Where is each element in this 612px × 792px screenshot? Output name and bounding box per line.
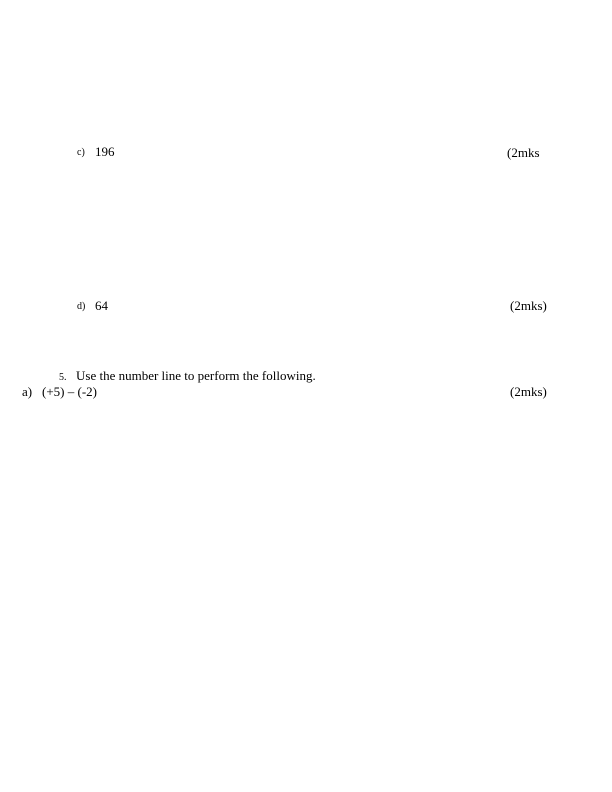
- question-5-instruction: Use the number line to perform the following.: [76, 368, 316, 383]
- question-5a-text: (+5) – (-2): [42, 384, 97, 399]
- question-c-text: 196: [95, 144, 115, 159]
- question-c-label: c): [77, 147, 85, 158]
- question-d-label: d): [77, 301, 86, 312]
- question-c-marks: (2mks: [507, 145, 540, 160]
- question-5a-label: a): [22, 384, 33, 399]
- question-5-number: 5.: [59, 372, 67, 383]
- question-5a-marks: (2mks): [510, 384, 547, 399]
- question-d-text: 64: [95, 298, 108, 313]
- question-d-marks: (2mks): [510, 298, 547, 313]
